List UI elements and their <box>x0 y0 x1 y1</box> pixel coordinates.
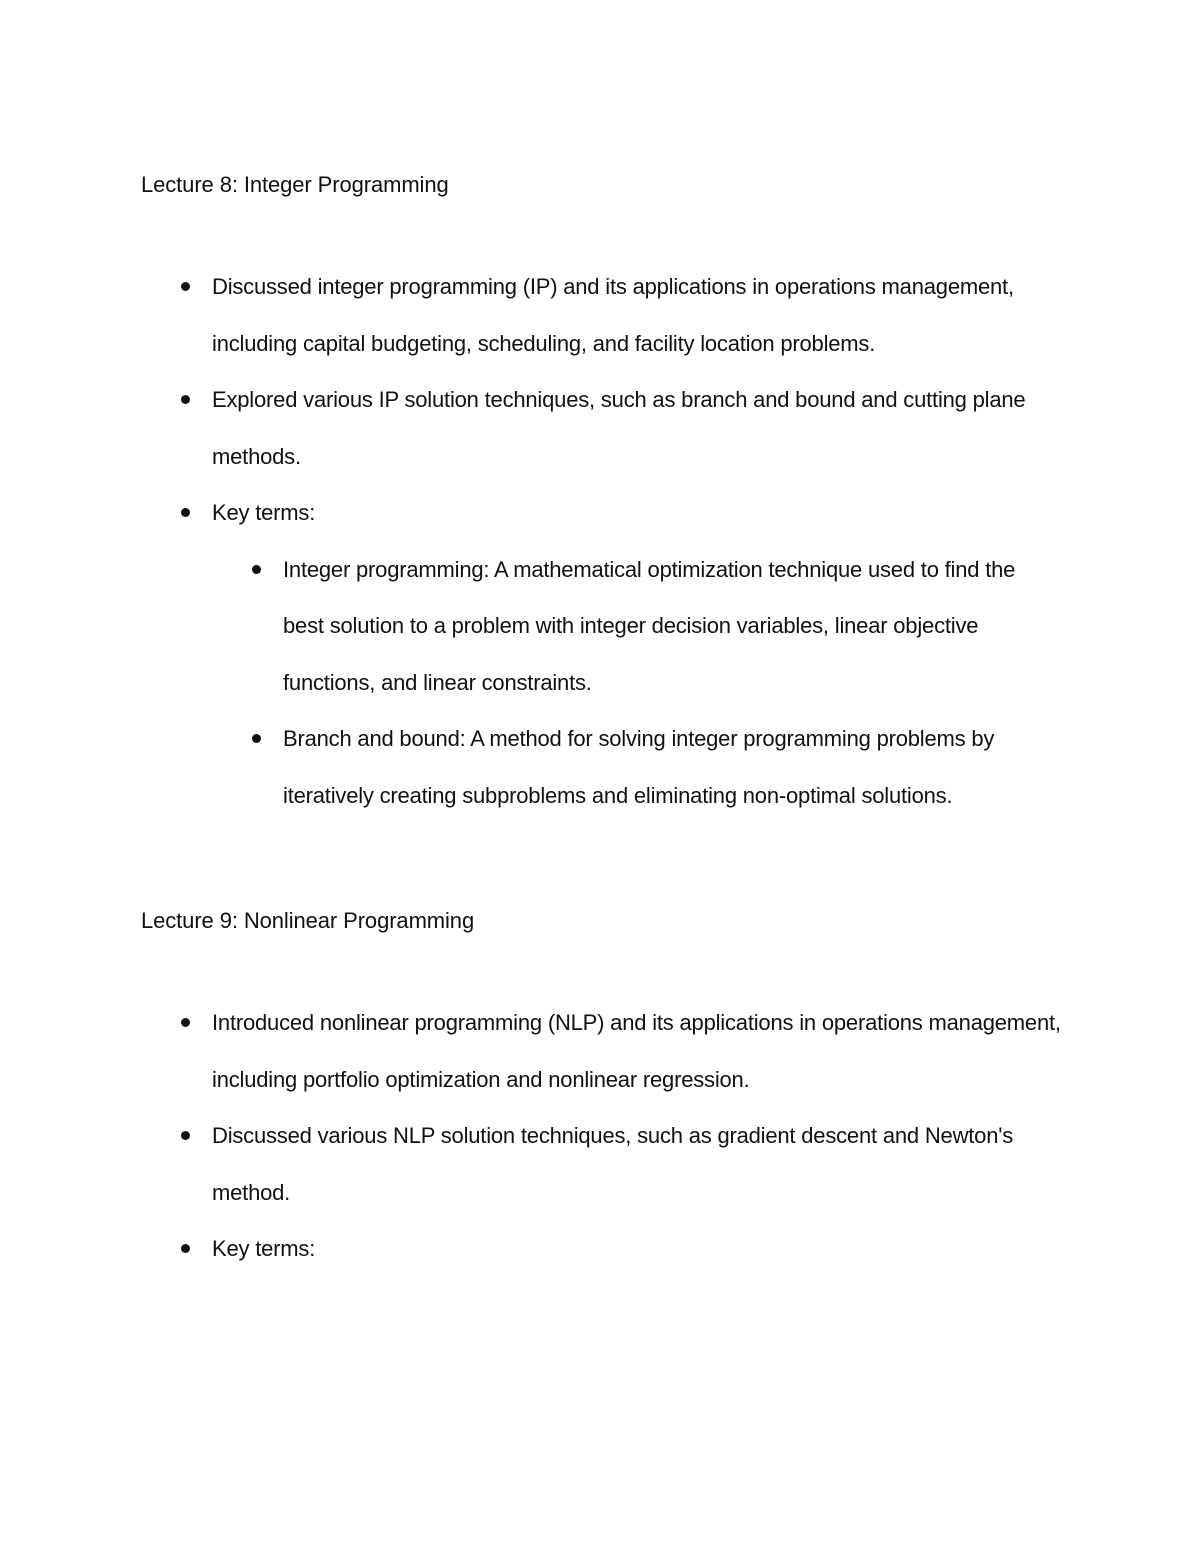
bullet-dot-icon <box>181 282 190 291</box>
lecture-8-title: Lecture 8: Integer Programming <box>141 172 449 197</box>
lecture-8-bullet-list <box>141 259 1061 824</box>
bullet-dot-icon <box>181 1131 190 1140</box>
bullet-text: Explored various IP solution techniques, such as branch and bound and cutting plane methods. <box>212 387 1026 469</box>
bullet-item-key-terms <box>141 485 1061 542</box>
bullet-dot-icon <box>181 395 190 404</box>
bullet-text: Key terms: <box>212 500 316 525</box>
key-term-item <box>141 542 1061 712</box>
bullet-text: Key terms: <box>212 1236 316 1261</box>
bullet-text: Discussed various NLP solution techniques, such as gradient descent and Newton's method. <box>212 1123 1014 1205</box>
lecture-8-section <box>141 171 1061 824</box>
bullet-dot-icon <box>181 508 190 517</box>
key-term-text: Integer programming: A mathematical optimization technique used to find the best solution to a problem with integer decision variables, linear objective functions, and linear constraints. <box>283 556 1016 695</box>
lecture-9-section <box>141 907 1061 1278</box>
key-term-item <box>141 711 1061 824</box>
bullet-dot-icon <box>181 1244 190 1253</box>
bullet-dot-icon <box>252 565 261 574</box>
key-term-text: Branch and bound: A method for solving integer programming problems by iteratively creating subproblems and eliminating non-optimal solutions. <box>283 726 995 808</box>
lecture-9-bullet-list <box>141 995 1061 1278</box>
bullet-item <box>141 995 1061 1108</box>
bullet-dot-icon <box>252 734 261 743</box>
bullet-item <box>141 372 1061 485</box>
bullet-item <box>141 259 1061 372</box>
bullet-item-key-terms <box>141 1221 1061 1278</box>
bullet-item <box>141 1108 1061 1221</box>
bullet-text: Introduced nonlinear programming (NLP) and its applications in operations management, including portfolio optimization and nonlinear regression. <box>212 1010 1061 1092</box>
lecture-9-title: Lecture 9: Nonlinear Programming <box>141 908 475 933</box>
bullet-text: Discussed integer programming (IP) and its applications in operations management, including capital budgeting, scheduling, and facility location problems. <box>212 274 1014 356</box>
bullet-dot-icon <box>181 1018 190 1027</box>
